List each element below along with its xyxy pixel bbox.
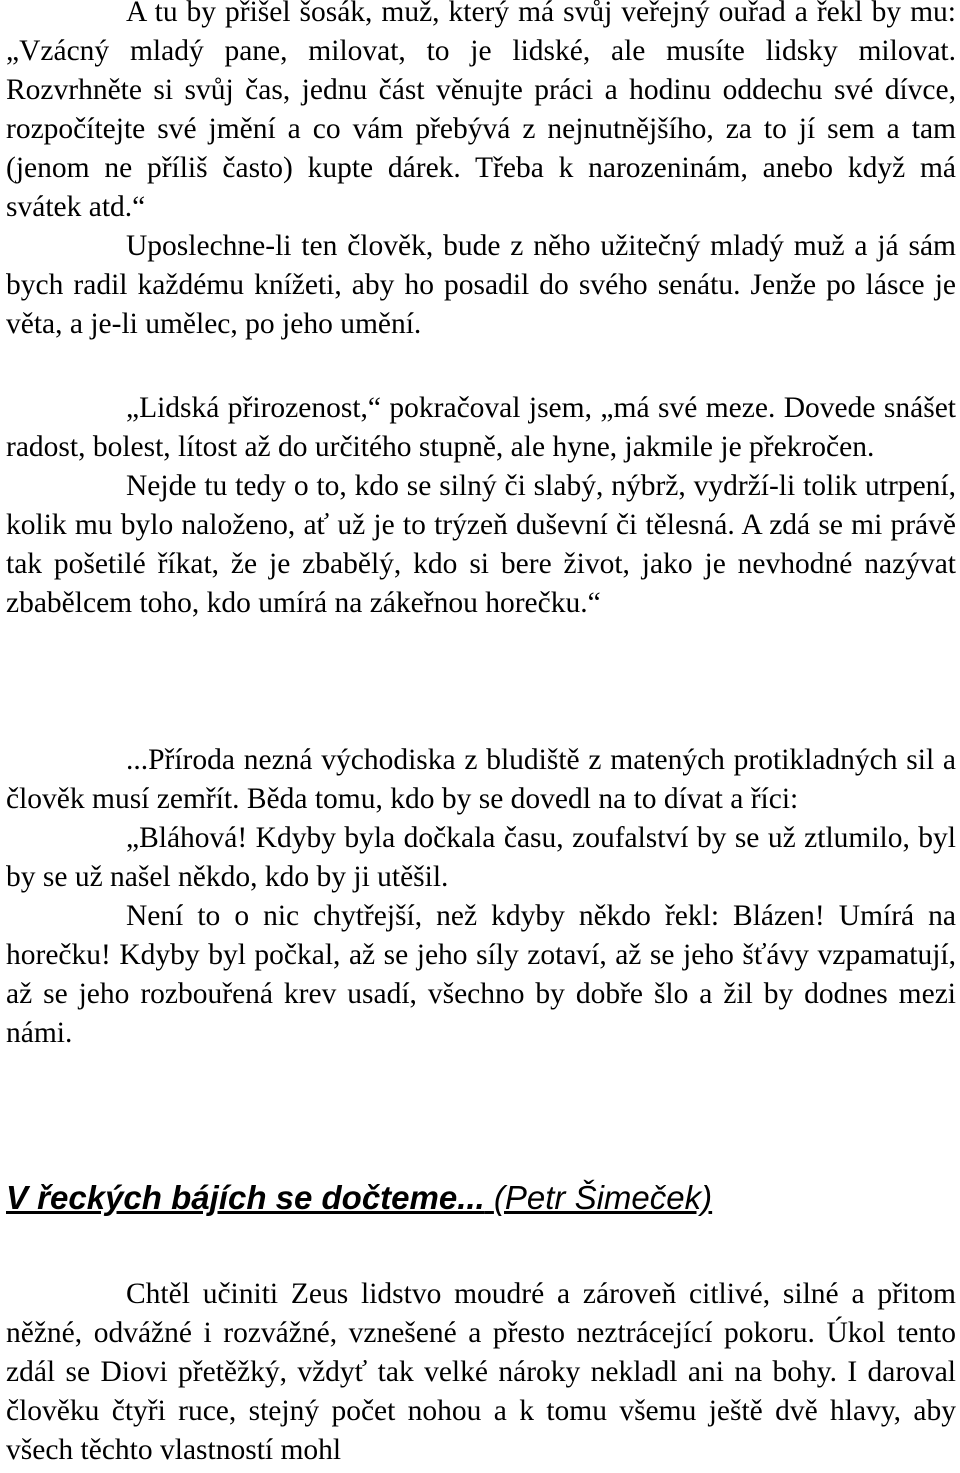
section-heading <box>6 1176 712 1220</box>
text-section-3 <box>6 741 956 1053</box>
paragraph-uposlechne: Uposlechne-li ten člověk, bude z něho užitečný mladý muž a já sám bych radil každému knížeti, aby ho posadil do svého senátu. Jenže po lásce je věta, a je-li umělec, po jeho umění. <box>6 230 956 340</box>
text-section-4 <box>6 1275 956 1470</box>
paragraph-neni-to: Není to o nic chytřejší, než kdyby někdo řekl: Blázen! Umírá na horečku! Kdyby byl počkal, až se jeho síly zotaví, až se jeho šťávy vzpamatují, až se jeho rozbouřená krev usadí, všechno by dobře šlo a žil by dodnes mezi námi. <box>6 900 956 1049</box>
paragraph-zeus: Chtěl učiniti Zeus lidstvo moudré a zároveň citlivé, silné a přitom něžné, odvážné i rozvážné, vznešené a přesto neztrácející pokoru. Úkol tento zdál se Diovi přetěžký, vždyť tak velké nároky nekladl ani na bohy. I daroval člověku čtyři ruce, stejný počet nohou a k tomu všemu ještě dvě hlavy, aby všech těchto vlastností mohl <box>6 1278 956 1466</box>
heading-author: (Petr Šimeček) <box>493 1179 713 1216</box>
paragraph-nejde-tu-tedy: Nejde tu tedy o to, kdo se silný či slabý, nýbrž, vydrží-li tolik utrpení, kolik mu bylo naloženo, ať už je to trýzeň duševní či tělesná. A zdá se mi právě tak pošetilé říkat, že je zbabělý, kdo si bere život, jako je nevhodné nazývat zbabělcem toho, kdo umírá na zákeřnou horečku.“ <box>6 470 956 619</box>
paragraph-shosak: A tu by přišel šosák, muž, který má svůj veřejný ouřad a řekl by mu: „Vzácný mladý pane, milovat, to je lidské, ale musíte lidsky milovat. Rozvrhněte si svůj čas, jednu část věnujte práci a hodinu oddechu své dívce, rozpočítejte své jmění a co vám přebývá z nejnutnějšího, za to jí sem a tam (jenom ne příliš často) kupte dárek. Třeba k narozeninám, anebo když má svátek atd.“ <box>6 0 956 223</box>
paragraph-blahova: „Bláhová! Kdyby byla dočkala času, zoufalství by se už ztlumilo, byl by se už našel někdo, kdo by ji utěšil. <box>6 822 956 893</box>
text-section-2 <box>6 389 956 623</box>
heading-title: V řeckých bájích se dočteme... <box>6 1179 485 1216</box>
paragraph-priroda: ...Příroda nezná východiska z bludiště z matených protikladných sil a člověk musí zemřít. Běda tomu, kdo by se dovedl na to dívat a říci: <box>6 744 956 815</box>
text-section-1 <box>6 0 956 344</box>
paragraph-lidska-prirozenost: „Lidská přirozenost,“ pokračoval jsem, „má své meze. Dovede snášet radost, bolest, lítost až do určitého stupně, ale hyne, jakmile je překročen. <box>6 392 956 463</box>
